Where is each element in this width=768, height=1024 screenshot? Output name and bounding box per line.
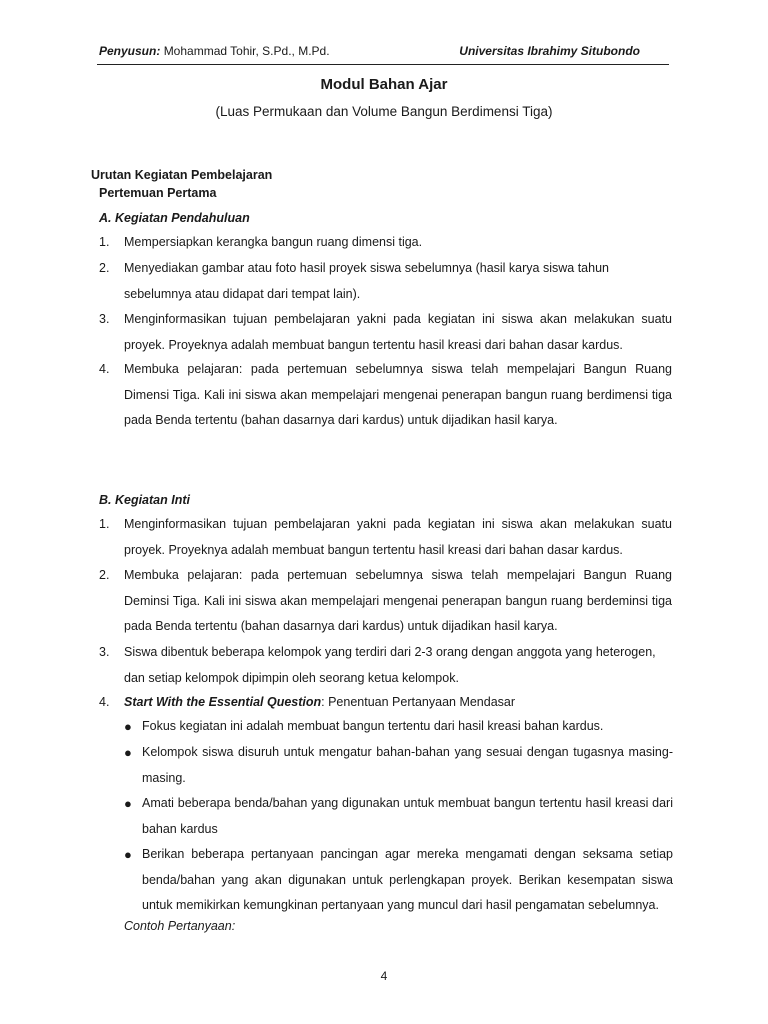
item-number: 2. xyxy=(99,568,110,582)
author-name: Mohammad Tohir, S.Pd., M.Pd. xyxy=(163,44,330,58)
essential-question-label: Start With the Essential Question xyxy=(124,695,322,709)
item-number: 4. xyxy=(99,362,110,376)
part-a-heading: A. Kegiatan Pendahuluan xyxy=(99,211,250,225)
item-number: 3. xyxy=(99,645,110,659)
section-heading: Urutan Kegiatan Pembelajaran xyxy=(91,168,273,182)
author-line xyxy=(99,44,330,58)
item-text: Membuka pelajaran: pada pertemuan sebelumnya siswa telah mempelajari Bangun Ruang Dimensi Tiga. Kali ini siswa akan mempelajari mengenai penerapan bangun ruang berdimensi tiga pada Benda tertentu (bahan dasarnya dari kardus) untuk dijadikan hasil karya. xyxy=(124,362,672,427)
header-divider xyxy=(97,64,669,65)
item-text: Menginformasikan tujuan pembelajaran yakni pada kegiatan ini siswa akan melakukan suatu proyek. Proyeknya adalah membuat bangun tertentu hasil kreasi dari bahan dasar kardus. xyxy=(124,312,672,352)
item-text: Menyediakan gambar atau foto hasil proyek siswa sebelumnya (hasil karya siswa tahun sebelumnya atau didapat dari tempat lain). xyxy=(124,261,609,301)
meeting-heading: Pertemuan Pertama xyxy=(99,186,217,200)
author-label: Penyusun: xyxy=(99,44,161,58)
item-text: Membuka pelajaran: pada pertemuan sebelumnya siswa telah mempelajari Bangun Ruang Deminsi Tiga. Kali ini siswa akan mempelajari mengenai penerapan bangun ruang berdeminsi tiga pada Benda tertentu (bahan dasarnya dari kardus) untuk dijadikan hasil karya. xyxy=(124,568,672,633)
example-label: Contoh Pertanyaan: xyxy=(124,919,236,933)
item-number: 3. xyxy=(99,312,110,326)
bullet-icon: ● xyxy=(124,719,132,734)
document-subtitle: (Luas Permukaan dan Volume Bangun Berdimensi Tiga) xyxy=(215,104,553,119)
item-text xyxy=(124,690,672,716)
bullet-text: Amati beberapa benda/bahan yang digunakan untuk membuat bangun tertentu hasil kreasi dari bahan kardus xyxy=(142,796,673,836)
document-title: Modul Bahan Ajar xyxy=(320,76,448,93)
item-text: Mempersiapkan kerangka bangun ruang dimensi tiga. xyxy=(124,235,423,249)
bullet-text: Fokus kegiatan ini adalah membuat bangun tertentu dari hasil kreasi bahan kardus. xyxy=(142,719,604,733)
page-number: 4 xyxy=(380,969,388,983)
bullet-icon: ● xyxy=(124,796,132,811)
page-header xyxy=(99,44,669,62)
bullet-icon: ● xyxy=(124,847,132,862)
item-number: 4. xyxy=(99,695,110,709)
institution-name: Universitas Ibrahimy Situbondo xyxy=(459,44,640,58)
item-number: 1. xyxy=(99,517,110,531)
item-number: 2. xyxy=(99,261,110,275)
essential-question-desc: : Penentuan Pertanyaan Mendasar xyxy=(321,695,516,709)
item-text: Siswa dibentuk beberapa kelompok yang terdiri dari 2-3 orang dengan anggota yang heterogen, dan setiap kelompok dipimpin oleh seorang ketua kelompok. xyxy=(124,645,656,685)
bullet-text: Kelompok siswa disuruh untuk mengatur bahan-bahan yang sesuai dengan tugasnya masing-masing. xyxy=(142,745,673,785)
bullet-icon: ● xyxy=(124,745,132,760)
part-b-heading: B. Kegiatan Inti xyxy=(99,493,190,507)
item-text: Menginformasikan tujuan pembelajaran yakni pada kegiatan ini siswa akan melakukan suatu proyek. Proyeknya adalah membuat bangun tertentu hasil kreasi dari bahan dasar kardus. xyxy=(124,517,672,557)
bullet-text: Berikan beberapa pertanyaan pancingan agar mereka mengamati dengan seksama setiap benda/bahan yang akan digunakan untuk perlengkapan proyek. Berikan kesempatan siswa untuk memikirkan kemungkinan pertanyaan yang muncul dari hasil pengamatan sebelumnya. xyxy=(142,847,673,912)
item-number: 1. xyxy=(99,235,110,249)
